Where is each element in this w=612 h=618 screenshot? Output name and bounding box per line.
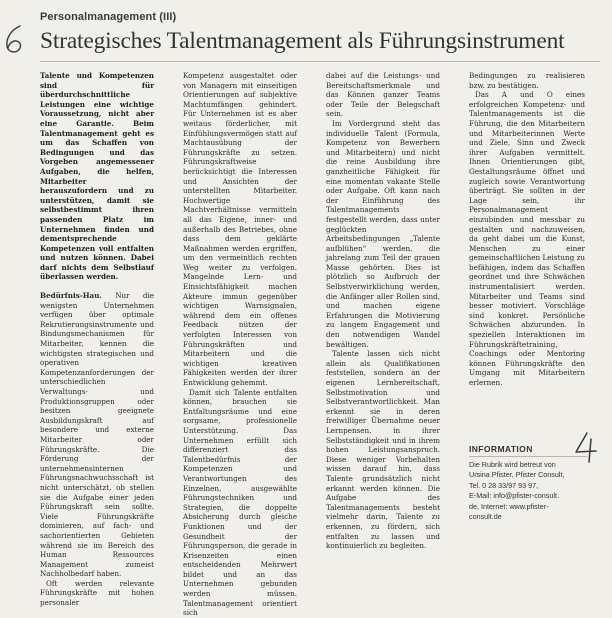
body-paragraph: Talente lassen sich nicht allein als Qualifikationen feststellen, sondern an der eigenen Lernbereitschaft, Selbstmotivation und Selbstverantwortlichkeit. Man erkennt sie in deren freiwilliger Übernahme neuer Lernpensen, in ihrer Selbstständigkeit und in ihrem hohen Leistungsanspruch. Diese weniger Vorbehalten wissen darauf hin, dass Talente grundsätzlich nicht erkannt werden können. Die Aufgabe des Talentmanagements besteht vielmehr darin, Talente zu erkennen, zu fördern, sich entfalten zu lassen und kontinuierlich zu begleiten. xyxy=(326,349,440,551)
body-paragraph: Oft werden relevante Führungskräfte mit hohen personaler xyxy=(40,578,154,608)
info-heading: INFORMATION xyxy=(469,444,587,457)
text-column-4 xyxy=(469,71,585,441)
paragraph-text: Nur die wenigsten Unternehmen verfügen über optimale Rekrutierungsinstrumente und Bindungsmechanismen für Mitarbeiter, kennen die wichtigsten strategischen und operativen Kompetenzanforderungen der unterschiedlichen Verwaltungs- und Produktionsgruppen oder besitzen geeignete Ausbildungskraft auf besondere und externe Mitarbeiter oder Führungskräfte. Die Förderung der unternehmensinternen Führungsnachwuchsschaft ist nicht unterschätzt, ob stellen sie die Aufgabe einer jeden Führungskraft sein sollte. Viele Führungskräfte dominieren, auf fach- und sachorientierten Gebieten während sie im Bereich des Human Ressources Management zumeist Nachholbedarf haben. xyxy=(40,291,154,579)
body-paragraph: Bedingungen zu realisieren bzw. zu bestätigen. xyxy=(469,71,585,90)
title-divider xyxy=(40,61,600,62)
body-paragraph: Das A und O eines erfolgreichen Kompetenz- und Talentmanagements ist die Führung, die den Mitarbeitern und Mitarbeiterinnen Werte und Ziele, Sinn und Zweck ihrer Aufgaben vermittelt. Ihnen Orientierungen gibt, Gestaltungsräume öffnet und zugleich sowie Verantwortung überträgt. Sie sollten in der Lage sein, ihr Personalmanagement einzubinden und messbar zu gestalten und nachzuweisen, da geht dabei um die Kunst, Menschen zu einer gemeinschaftlichen Leistung zu befähigen, indem das Schaffen geordnet und ihre Schwächen instrumentalisiert werden. Mitarbeiter und Teams sind besser motiviert. Vorschläge sind konkret. Persönliche Schwächen abzurunden. In speziellen Interaktionen im Führungskräftetraining, Coachings oder Mentoring können Führungskräfte den Umgang mit Mitarbeitern erlernen. xyxy=(469,90,585,387)
information-box xyxy=(469,444,587,552)
info-line: Die Rubrik wird betreut von xyxy=(469,460,556,469)
body-paragraph: dabei auf die Leistungs- und Bereitschaftsmerkmale und das Können ganzer Teams oder Teile der Belegschaft sein. xyxy=(326,71,440,119)
text-column-2 xyxy=(183,71,297,618)
body-paragraph xyxy=(40,291,154,579)
intro-paragraph: Talente und Kompetenzen sind für überdurchschnittliche Leistungen eine wichtige Voraussetzung, nicht aber eine Garantie. Beim Talentmanagement geht es um das Schaffen von Bedingungen und das Vorgeben angemessener Aufgaben, die helfen, Mitarbeiter herauszufordern und zu unterstützen, damit sie selbstbestimmt ihren passenden Platz im Unternehmen finden und dementsprechende Kompetenzen voll entfalten und nutzen können. Dabei darf nichts dem Selbstlauf überlassen werden. xyxy=(40,71,154,282)
handwritten-page-number-six xyxy=(3,24,27,56)
body-paragraph: Im Vordergrund steht das individuelle Talent (Formula, Kompetenz von Bewerbern und Mitarbeitern) und nicht die reine Ausbildung ihre ganzheitliche Fähigkeit für eine momentan vakante Stelle oder Aufgabe. Oft kann nach der Einführung des Talentmanagements festgestellt werden, dass unter geglückten Arbeitsbedingungen „Talente aufblühen“ werden, die jahrelang zum Teil der grauen Masse gehörten. Dies ist plötzlich so Aufbruch der Selbstverwirklichung werden, die Anfänger aller Rollen sind, und machen eigene Erfahrungen die Motivierung zu langem Engagement und den notwendigen Wandel bewältigen. xyxy=(326,118,440,349)
body-paragraph: Damit sich Talente entfalten können, brauchen sie Entfaltungsräume und eine sorgsame, professionelle Unterstützung. Das Unternehmen erfüllt sich differenziert das Talentbedürfnis der Kompetenzen und Verantwortungen des Einzelnen, ausgewählte Führungstechniken und Strategien, die doppelte Absicherung durch gleiche Funktionen und der Gesundheit der Führungsperson, die gerade in Krisenzeiten einen entscheidenden Mehrwert bildet und an das Unternehmen gebunden werden müssen. Talentmanagement orientiert sich xyxy=(183,387,297,618)
run-in-heading: Bedürfnis-Hau. xyxy=(40,291,102,301)
article-title: Strategisches Talentmanagement als Führungsinstrument xyxy=(40,28,565,54)
info-email: E-Mail: info@pfister-consult. xyxy=(469,491,559,501)
text-column-1 xyxy=(40,71,154,608)
info-line: consult.de xyxy=(469,512,502,522)
info-line: Tel. 0 28 33/97 93 97, xyxy=(469,480,539,490)
paragraph-spacer xyxy=(40,282,154,291)
info-line: de, Internet: www.pfister- xyxy=(469,501,549,511)
body-paragraph: Kompetenz ausgestaltet oder von Managern mit einseitigen Orientierungen auf subjektive Machtumfängen gehindert. Für Unternehmen ist es aber weitaus förderlicher, mit Einfühlungsvermögen statt auf Machtausübung der Führungskräfte zu setzen. Führungskraftweise berücksichtigt die Interessen und Ansichten der unterstellten Mitarbeiter. Hochwertige Machtverhältnisse vermitteln all das Eigene, inner- und außerhalb des Betriebes, ohne dass dem geklärte Maßnahmen werden ergriffen, um den vermeintlich rechten Weg weiter zu verfolgen. Mangelnde Lern- und Einsichtsfähigkeit machen Akteure immun gegenüber wichtigen Warnsignalen, während dem ein offenes Feedback nützen der verfolgten Interessen von Führungskräften und Mitarbeitern und die wichtigen kreativen Fähigkeiten werden der ihrer Entwicklung gehemmt. xyxy=(183,71,297,387)
text-column-3 xyxy=(326,71,440,551)
section-label: Personalmanagement (III) xyxy=(40,11,177,23)
info-line: Ursina Pfister, Pfister Consult, xyxy=(469,470,565,480)
